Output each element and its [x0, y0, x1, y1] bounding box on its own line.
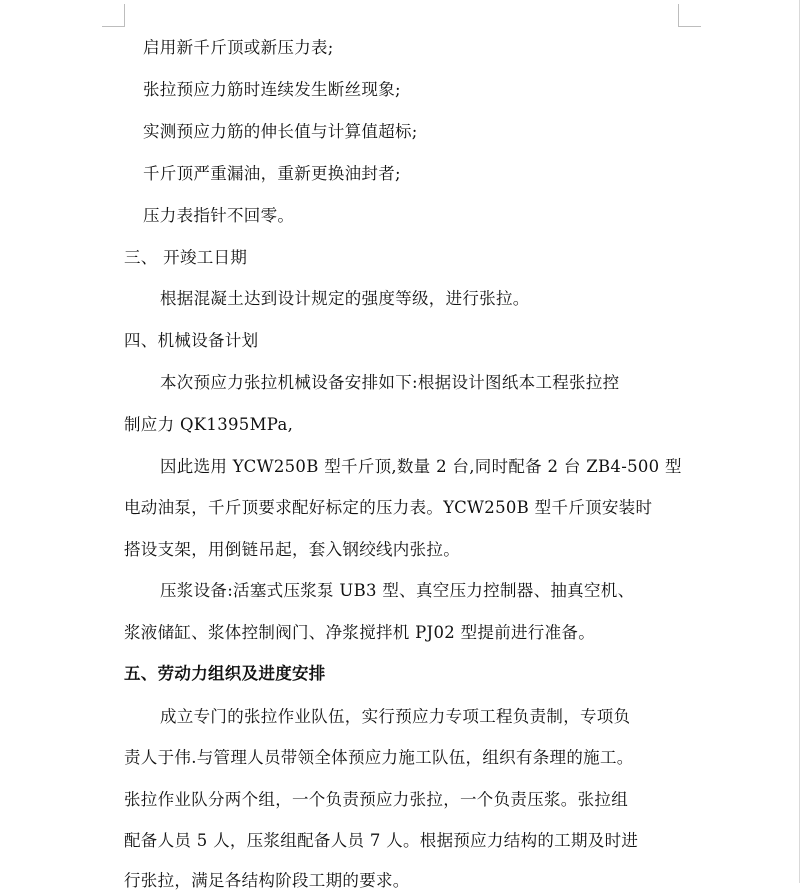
- paragraph-line: 张拉作业队分两个组，一个负责预应力张拉，一个负责压浆。张拉组: [124, 790, 628, 809]
- paragraph-line: 根据混凝土达到设计规定的强度等级，进行张拉。: [160, 289, 530, 308]
- paragraph-line: 搭设支架，用倒链吊起，套入钢绞线内张拉。: [124, 540, 460, 559]
- list-item: 启用新千斤顶或新压力表;: [143, 38, 334, 57]
- paragraph-line: 压浆设备:活塞式压浆泵 UB3 型、真空压力控制器、抽真空机、: [160, 581, 635, 600]
- list-item: 实测预应力筋的伸长值与计算值超标;: [143, 122, 418, 141]
- section-heading: 四、机械设备计划: [124, 331, 259, 350]
- paragraph-line: 制应力 QK1395MPa,: [124, 415, 294, 434]
- list-item: 千斤顶严重漏油，重新更换油封者;: [143, 164, 401, 183]
- paragraph-line: 本次预应力张拉机械设备安排如下:根据设计图纸本工程张拉控: [160, 373, 620, 392]
- list-item: 压力表指针不回零。: [143, 206, 295, 225]
- section-heading: 三、 开竣工日期: [124, 248, 248, 267]
- paragraph-line: 因此选用 YCW250B 型千斤顶,数量 2 台,同时配备 2 台 ZB4-500 型: [160, 457, 682, 476]
- paragraph-line: 电动油泵，千斤顶要求配好标定的压力表。YCW250B 型千斤顶安装时: [124, 498, 653, 517]
- paragraph-line: 成立专门的张拉作业队伍，实行预应力专项工程负责制，专项负: [160, 707, 631, 726]
- paragraph-line: 责人于伟.与管理人员带领全体预应力施工队伍，组织有条理的施工。: [124, 748, 634, 767]
- margin-crop-mark-left: [102, 4, 125, 27]
- paragraph-line: 行张拉，满足各结构阶段工期的要求。: [124, 871, 410, 890]
- paragraph-line: 浆液储缸、浆体控制阀门、净浆搅拌机 PJ02 型提前进行准备。: [124, 623, 596, 642]
- margin-crop-mark-right: [678, 4, 701, 27]
- section-heading: 五、劳动力组织及进度安排: [124, 664, 326, 683]
- paragraph-line: 配备人员 5 人，压浆组配备人员 7 人。根据预应力结构的工期及时进: [124, 831, 639, 850]
- list-item: 张拉预应力筋时连续发生断丝现象;: [143, 80, 401, 99]
